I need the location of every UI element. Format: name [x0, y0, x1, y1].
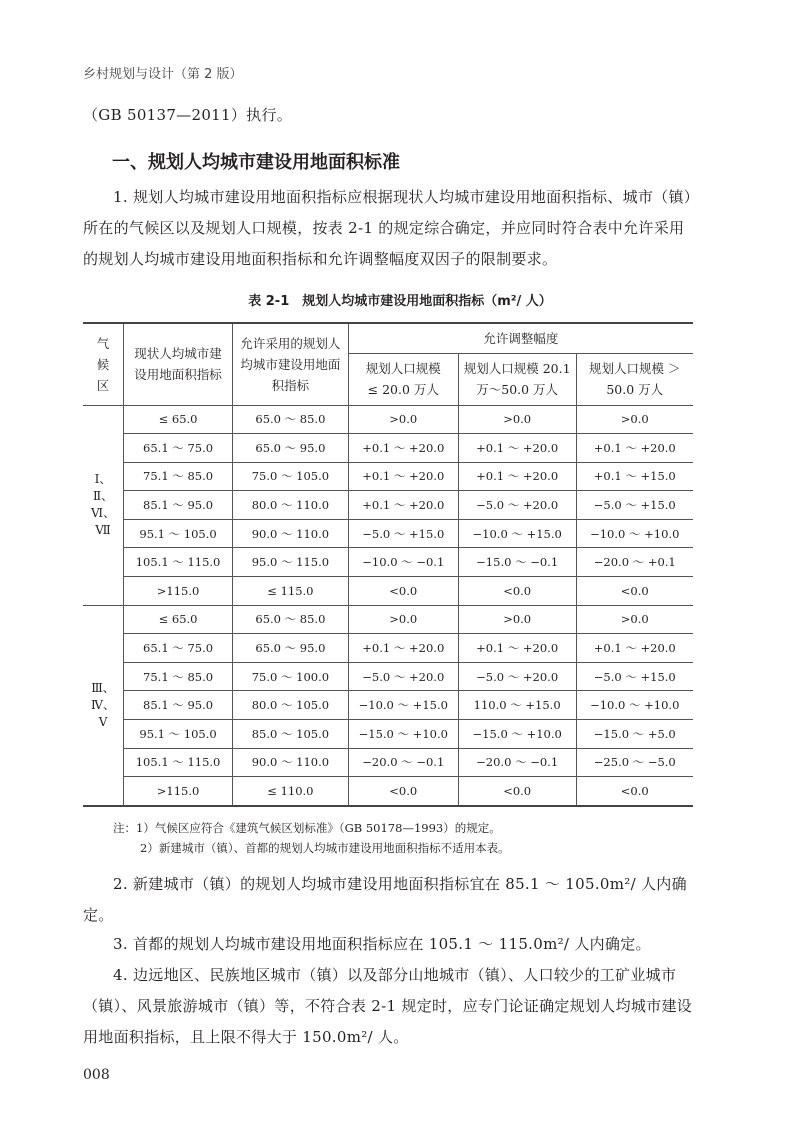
- table-cell: 90.0 ～ 110.0: [233, 748, 349, 777]
- header-current: 现状人均城市建设用地面积指标: [124, 323, 233, 405]
- table-cell: <0.0: [348, 777, 458, 806]
- table-cell: 105.1 ～ 115.0: [124, 748, 233, 777]
- table-cell: −20.0 ～ −0.1: [348, 748, 458, 777]
- table-cell: 85.0 ～ 105.0: [233, 720, 349, 749]
- paragraph-4: 4. 边远地区、民族地区城市（镇）以及部分山地城市（镇）、人口较少的工矿业城市（镇）、风景旅游城市（镇）等，不符合表 2-1 规定时，应专门论证确定规划人均城市建设用地面积指标，且上限不得大于 150.0m²/ 人。: [83, 966, 693, 1046]
- table-cell: 65.0 ～ 95.0: [233, 434, 349, 463]
- table-cell: −10.0 ～ +10.0: [576, 519, 693, 548]
- table-cell: −15.0 ～ −0.1: [458, 548, 576, 577]
- table-cell: −10.0 ～ +15.0: [348, 691, 458, 720]
- intro-line: （GB 50137—2011）执行。: [83, 106, 293, 124]
- table-cell: +0.1 ～ +20.0: [348, 491, 458, 520]
- table-cell: 65.0 ～ 85.0: [233, 605, 349, 634]
- table-row: [83, 491, 693, 520]
- table-cell: 95.1 ～ 105.0: [124, 519, 233, 548]
- table-cell: +0.1 ～ +15.0: [576, 462, 693, 491]
- table-cell: ≤ 110.0: [233, 777, 349, 806]
- table-caption: 表 2-1 规划人均城市建设用地面积指标（m²/ 人）: [248, 294, 552, 309]
- table-note-1: 注：1）气候区应符合《建筑气候区划标准》（GB 50178—1993）的规定。: [113, 821, 501, 835]
- table-row: [83, 634, 693, 663]
- table-cell: 95.0 ～ 115.0: [233, 548, 349, 577]
- paragraph-3: 3. 首都的规划人均城市建设用地面积指标应在 105.1 ～ 115.0m²/ 人内确定。: [113, 935, 651, 953]
- paragraph-1: 1. 规划人均城市建设用地面积指标应根据现状人均城市建设用地面积指标、城市（镇）所在的气候区以及规划人口规模，按表 2-1 的规定综合确定，并应同时符合表中允许采用的规划人均城市建设用地面积指标和允许调整幅度双因子的限制要求。: [83, 188, 692, 268]
- header-scale-1: 规划人口规模 ≤ 20.0 万人: [348, 353, 458, 405]
- table-cell: 85.1 ～ 95.0: [124, 691, 233, 720]
- table-cell: −10.0 ～ +10.0: [576, 691, 693, 720]
- table-cell: 80.0 ～ 110.0: [233, 491, 349, 520]
- table-cell: 90.0 ～ 110.0: [233, 519, 349, 548]
- table-cell: 75.0 ～ 100.0: [233, 662, 349, 691]
- table-row: [83, 434, 693, 463]
- table-cell: −5.0 ～ +15.0: [576, 491, 693, 520]
- table-row: [83, 577, 693, 606]
- table-cell: <0.0: [576, 777, 693, 806]
- table-cell: 65.0 ～ 95.0: [233, 634, 349, 663]
- section-heading: 一、规划人均城市建设用地面积标准: [112, 152, 400, 173]
- table-cell: 65.0 ～ 85.0: [233, 405, 349, 434]
- table-cell: 105.1 ～ 115.0: [124, 548, 233, 577]
- table-cell: +0.1 ～ +20.0: [348, 434, 458, 463]
- table-row: [83, 662, 693, 691]
- table-row: [83, 548, 693, 577]
- climate-zone-cell: Ⅲ、Ⅳ、Ⅴ: [83, 605, 124, 806]
- running-header: 乡村规划与设计（第 2 版）: [83, 67, 243, 82]
- table-cell: <0.0: [576, 577, 693, 606]
- table-cell: <0.0: [458, 577, 576, 606]
- header-scale-2: 规划人口规模 20.1 万～50.0 万人: [458, 353, 576, 405]
- table-cell: −10.0 ～ +15.0: [458, 519, 576, 548]
- header-zone: 气候区: [83, 323, 124, 405]
- table-cell: −5.0 ～ +20.0: [458, 662, 576, 691]
- table-cell: −25.0 ～ −5.0: [576, 748, 693, 777]
- table-cell: −15.0 ～ +10.0: [458, 720, 576, 749]
- table-cell: +0.1 ～ +20.0: [348, 634, 458, 663]
- table-cell: >0.0: [348, 605, 458, 634]
- table-cell: >115.0: [124, 777, 233, 806]
- table-cell: −5.0 ～ +20.0: [348, 662, 458, 691]
- table-row: [83, 748, 693, 777]
- table-cell: −5.0 ～ +15.0: [348, 519, 458, 548]
- table-cell: −15.0 ～ +10.0: [348, 720, 458, 749]
- table-cell: 110.0 ～ +15.0: [458, 691, 576, 720]
- table-cell: <0.0: [458, 777, 576, 806]
- header-scale-3: 规划人口规模 ＞ 50.0 万人: [576, 353, 693, 405]
- table-cell: 65.1 ～ 75.0: [124, 434, 233, 463]
- table-cell: 75.1 ～ 85.0: [124, 662, 233, 691]
- table-row: [83, 462, 693, 491]
- table-cell: −15.0 ～ +5.0: [576, 720, 693, 749]
- table-cell: +0.1 ～ +20.0: [458, 634, 576, 663]
- table-row: [83, 777, 693, 806]
- table-cell: ≤ 115.0: [233, 577, 349, 606]
- land-area-index-table: [83, 322, 693, 807]
- climate-zone-cell: Ⅰ、Ⅱ、Ⅵ、Ⅶ: [83, 405, 124, 605]
- table-row: [83, 691, 693, 720]
- table-cell: ≤ 65.0: [124, 405, 233, 434]
- table-cell: +0.1 ～ +20.0: [458, 462, 576, 491]
- table-cell: 80.0 ～ 105.0: [233, 691, 349, 720]
- table-cell: >115.0: [124, 577, 233, 606]
- table-cell: >0.0: [348, 405, 458, 434]
- table-cell: >0.0: [458, 605, 576, 634]
- header-allowed: 允许采用的规划人均城市建设用地面积指标: [233, 323, 349, 405]
- table-cell: 75.0 ～ 105.0: [233, 462, 349, 491]
- paragraph-2: 2. 新建城市（镇）的规划人均城市建设用地面积指标宜在 85.1 ～ 105.0m²/ 人内确定。: [83, 875, 687, 924]
- table-cell: −5.0 ～ +15.0: [576, 662, 693, 691]
- table-cell: <0.0: [348, 577, 458, 606]
- table-row: [83, 720, 693, 749]
- table-cell: 95.1 ～ 105.0: [124, 720, 233, 749]
- table-cell: +0.1 ～ +20.0: [348, 462, 458, 491]
- table-cell: >0.0: [576, 405, 693, 434]
- table-cell: +0.1 ～ +20.0: [458, 434, 576, 463]
- table-cell: 75.1 ～ 85.0: [124, 462, 233, 491]
- table-cell: >0.0: [576, 605, 693, 634]
- table-row: [83, 519, 693, 548]
- table-cell: −20.0 ～ −0.1: [458, 748, 576, 777]
- table-cell: ≤ 65.0: [124, 605, 233, 634]
- table-note-2: 2）新建城市（镇）、首都的规划人均城市建设用地面积指标不适用本表。: [140, 841, 510, 855]
- table-cell: >0.0: [458, 405, 576, 434]
- table-row: [83, 405, 693, 434]
- table-cell: 65.1 ～ 75.0: [124, 634, 233, 663]
- table-cell: +0.1 ～ +20.0: [576, 434, 693, 463]
- table-cell: −20.0 ～ +0.1: [576, 548, 693, 577]
- table-cell: −10.0 ～ −0.1: [348, 548, 458, 577]
- page-number: 008: [83, 1067, 110, 1083]
- table-cell: 85.1 ～ 95.0: [124, 491, 233, 520]
- header-adjust: 允许调整幅度: [348, 323, 693, 353]
- table-row: [83, 605, 693, 634]
- table-cell: +0.1 ～ +20.0: [576, 634, 693, 663]
- table-cell: −5.0 ～ +20.0: [458, 491, 576, 520]
